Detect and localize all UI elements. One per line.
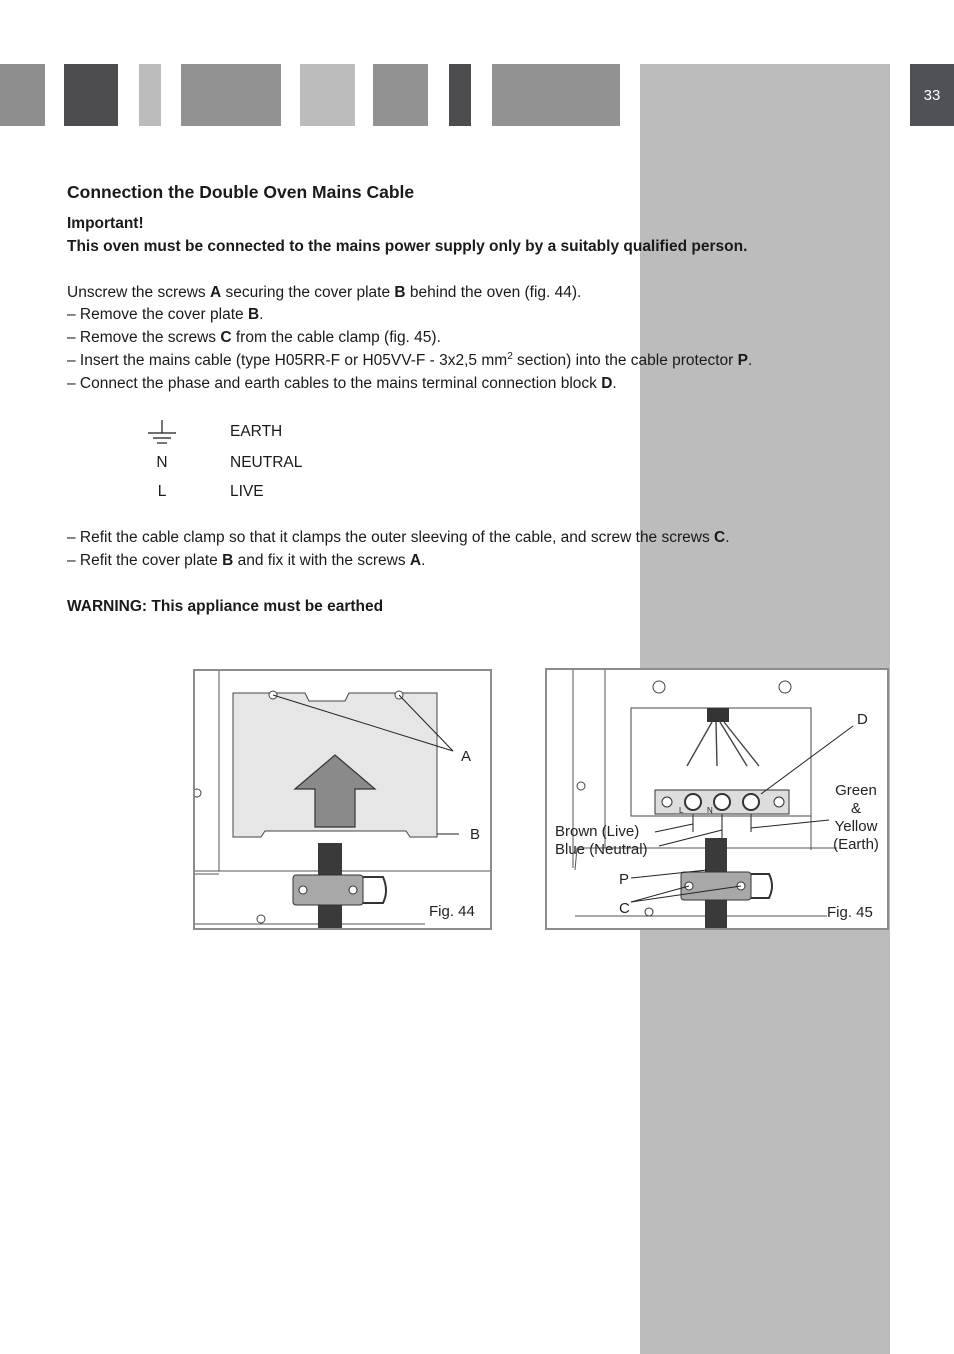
legend-label-earth: EARTH: [230, 423, 283, 440]
fig45-blue-neutral: Blue (Neutral): [555, 841, 648, 858]
section-title: Connection the Double Oven Mains Cable: [67, 182, 415, 202]
fig45-amp: &: [850, 800, 862, 817]
fig45-label-p: P: [619, 871, 630, 888]
legend-label-neutral: NEUTRAL: [230, 454, 303, 471]
legend-symbol-n: N: [156, 454, 168, 471]
figure-44: [193, 669, 492, 930]
header-bar-7: [449, 64, 471, 126]
fig45-label-d: D: [857, 711, 868, 728]
fig45-term-n: N: [707, 806, 713, 815]
page-number: 33: [910, 64, 954, 126]
fig45-earth: (Earth): [833, 836, 879, 853]
fig44-label-a: A: [461, 748, 472, 765]
legend-row-earth: [145, 420, 445, 448]
warning-text: WARNING: This appliance must be earthed: [67, 597, 384, 615]
fig44-caption: Fig. 44: [429, 903, 475, 920]
important-text: This oven must be connected to the mains power supply only by a suitably qualified person.: [67, 237, 748, 255]
header-bar-2: [64, 64, 118, 126]
earth-symbol-icon: [145, 420, 179, 453]
fig44-label-b: B: [470, 826, 481, 843]
legend-row-neutral: [145, 454, 445, 482]
fig45-caption: Fig. 45: [827, 904, 873, 921]
step-2: – Remove the cover plate B.: [67, 306, 264, 324]
step-1: Unscrew the screws A securing the cover plate B behind the oven (fig. 44).: [67, 283, 582, 301]
header-bar-3: [139, 64, 161, 126]
legend-symbol-l: L: [157, 483, 167, 500]
figure-44-drawing: [195, 671, 490, 928]
fig45-yellow: Yellow: [834, 818, 878, 835]
header-bar-5: [300, 64, 355, 126]
figure-45: [545, 668, 889, 930]
fig45-green: Green: [835, 782, 877, 799]
refit-instructions: [67, 527, 887, 618]
figure-45-drawing: [547, 670, 887, 928]
refit-2: – Refit the cover plate B and fix it with the screws A.: [67, 551, 426, 569]
important-label: Important!: [67, 215, 144, 232]
header-bar-8: [492, 64, 620, 126]
fig45-brown-live: Brown (Live): [555, 823, 640, 840]
header-bar-6: [373, 64, 428, 126]
main-content: [67, 180, 887, 396]
fig45-term-l: L: [679, 806, 684, 815]
refit-1: – Refit the cable clamp so that it clamps the outer sleeving of the cable, and screw the screws C.: [67, 529, 730, 546]
legend-label-live: LIVE: [230, 483, 264, 500]
header-bar-1: [0, 64, 45, 126]
fig45-label-c: C: [619, 900, 630, 917]
step-5: – Connect the phase and earth cables to the mains terminal connection block D.: [67, 374, 617, 392]
header-bar-4: [181, 64, 281, 126]
step-4: – Insert the mains cable (type H05RR-F or H05VV-F - 3x2,5 $mm^2$ section) into the cable protector P.: [67, 350, 753, 369]
legend-row-live: [145, 483, 445, 511]
step-3: – Remove the screws C from the cable clamp (fig. 45).: [67, 329, 441, 347]
